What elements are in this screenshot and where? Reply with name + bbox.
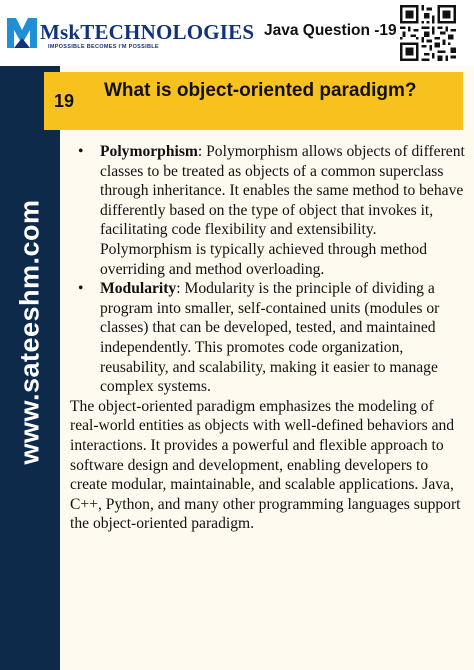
list-item	[78, 279, 465, 397]
question-number: 19	[54, 91, 75, 111]
answer-content	[70, 142, 465, 534]
question-label: Java Question -19	[264, 22, 397, 39]
company-logo	[4, 6, 255, 58]
logo-tagline: IMPOSSIBLE BECOMES I'M POSSIBLE	[48, 44, 159, 50]
bullet-icon: •	[78, 143, 84, 160]
question-banner	[44, 72, 463, 130]
bullet-term: Polymorphism	[100, 143, 198, 160]
summary-paragraph: The object-oriented paradigm emphasizes the modeling of real-world entities as objects with well-defined behaviors and interactions. It provides a powerful and flexible approach to software design and development, enabling developers to create modular, maintainable, and scalable applications. Java, C++, Python, and many other programming languages support the object-oriented paradigm.	[70, 397, 461, 533]
bullet-text: : Modularity is the principle of dividing a program into smaller, self-contained units (modules or classes) that can be developed, tested, and maintained independently. This promotes code organization, reusability, and scalability, making it easier to manage complex systems.	[100, 280, 440, 396]
bullet-text: : Polymorphism allows objects of different classes to be treated as objects of a common superclass through inheritance. It enables the same method to behave differently based on the type of object that invokes it, facilitating code flexibility and extensibility. Polymorphism is typically achieved through method overriding and method overloading.	[100, 143, 465, 278]
header	[0, 0, 474, 66]
question-title: What is object-oriented paradigm?	[104, 80, 417, 101]
logo-text: MskTECHNOLOGIES	[40, 20, 255, 44]
list-item	[78, 142, 465, 279]
bullet-list	[70, 142, 465, 397]
sidebar-url: www.sateeshm.com	[14, 199, 45, 465]
bullet-term: Modularity	[100, 280, 177, 298]
bullet-icon: •	[78, 280, 84, 298]
msk-logo-icon	[4, 8, 40, 56]
qr-code-icon	[400, 5, 456, 61]
